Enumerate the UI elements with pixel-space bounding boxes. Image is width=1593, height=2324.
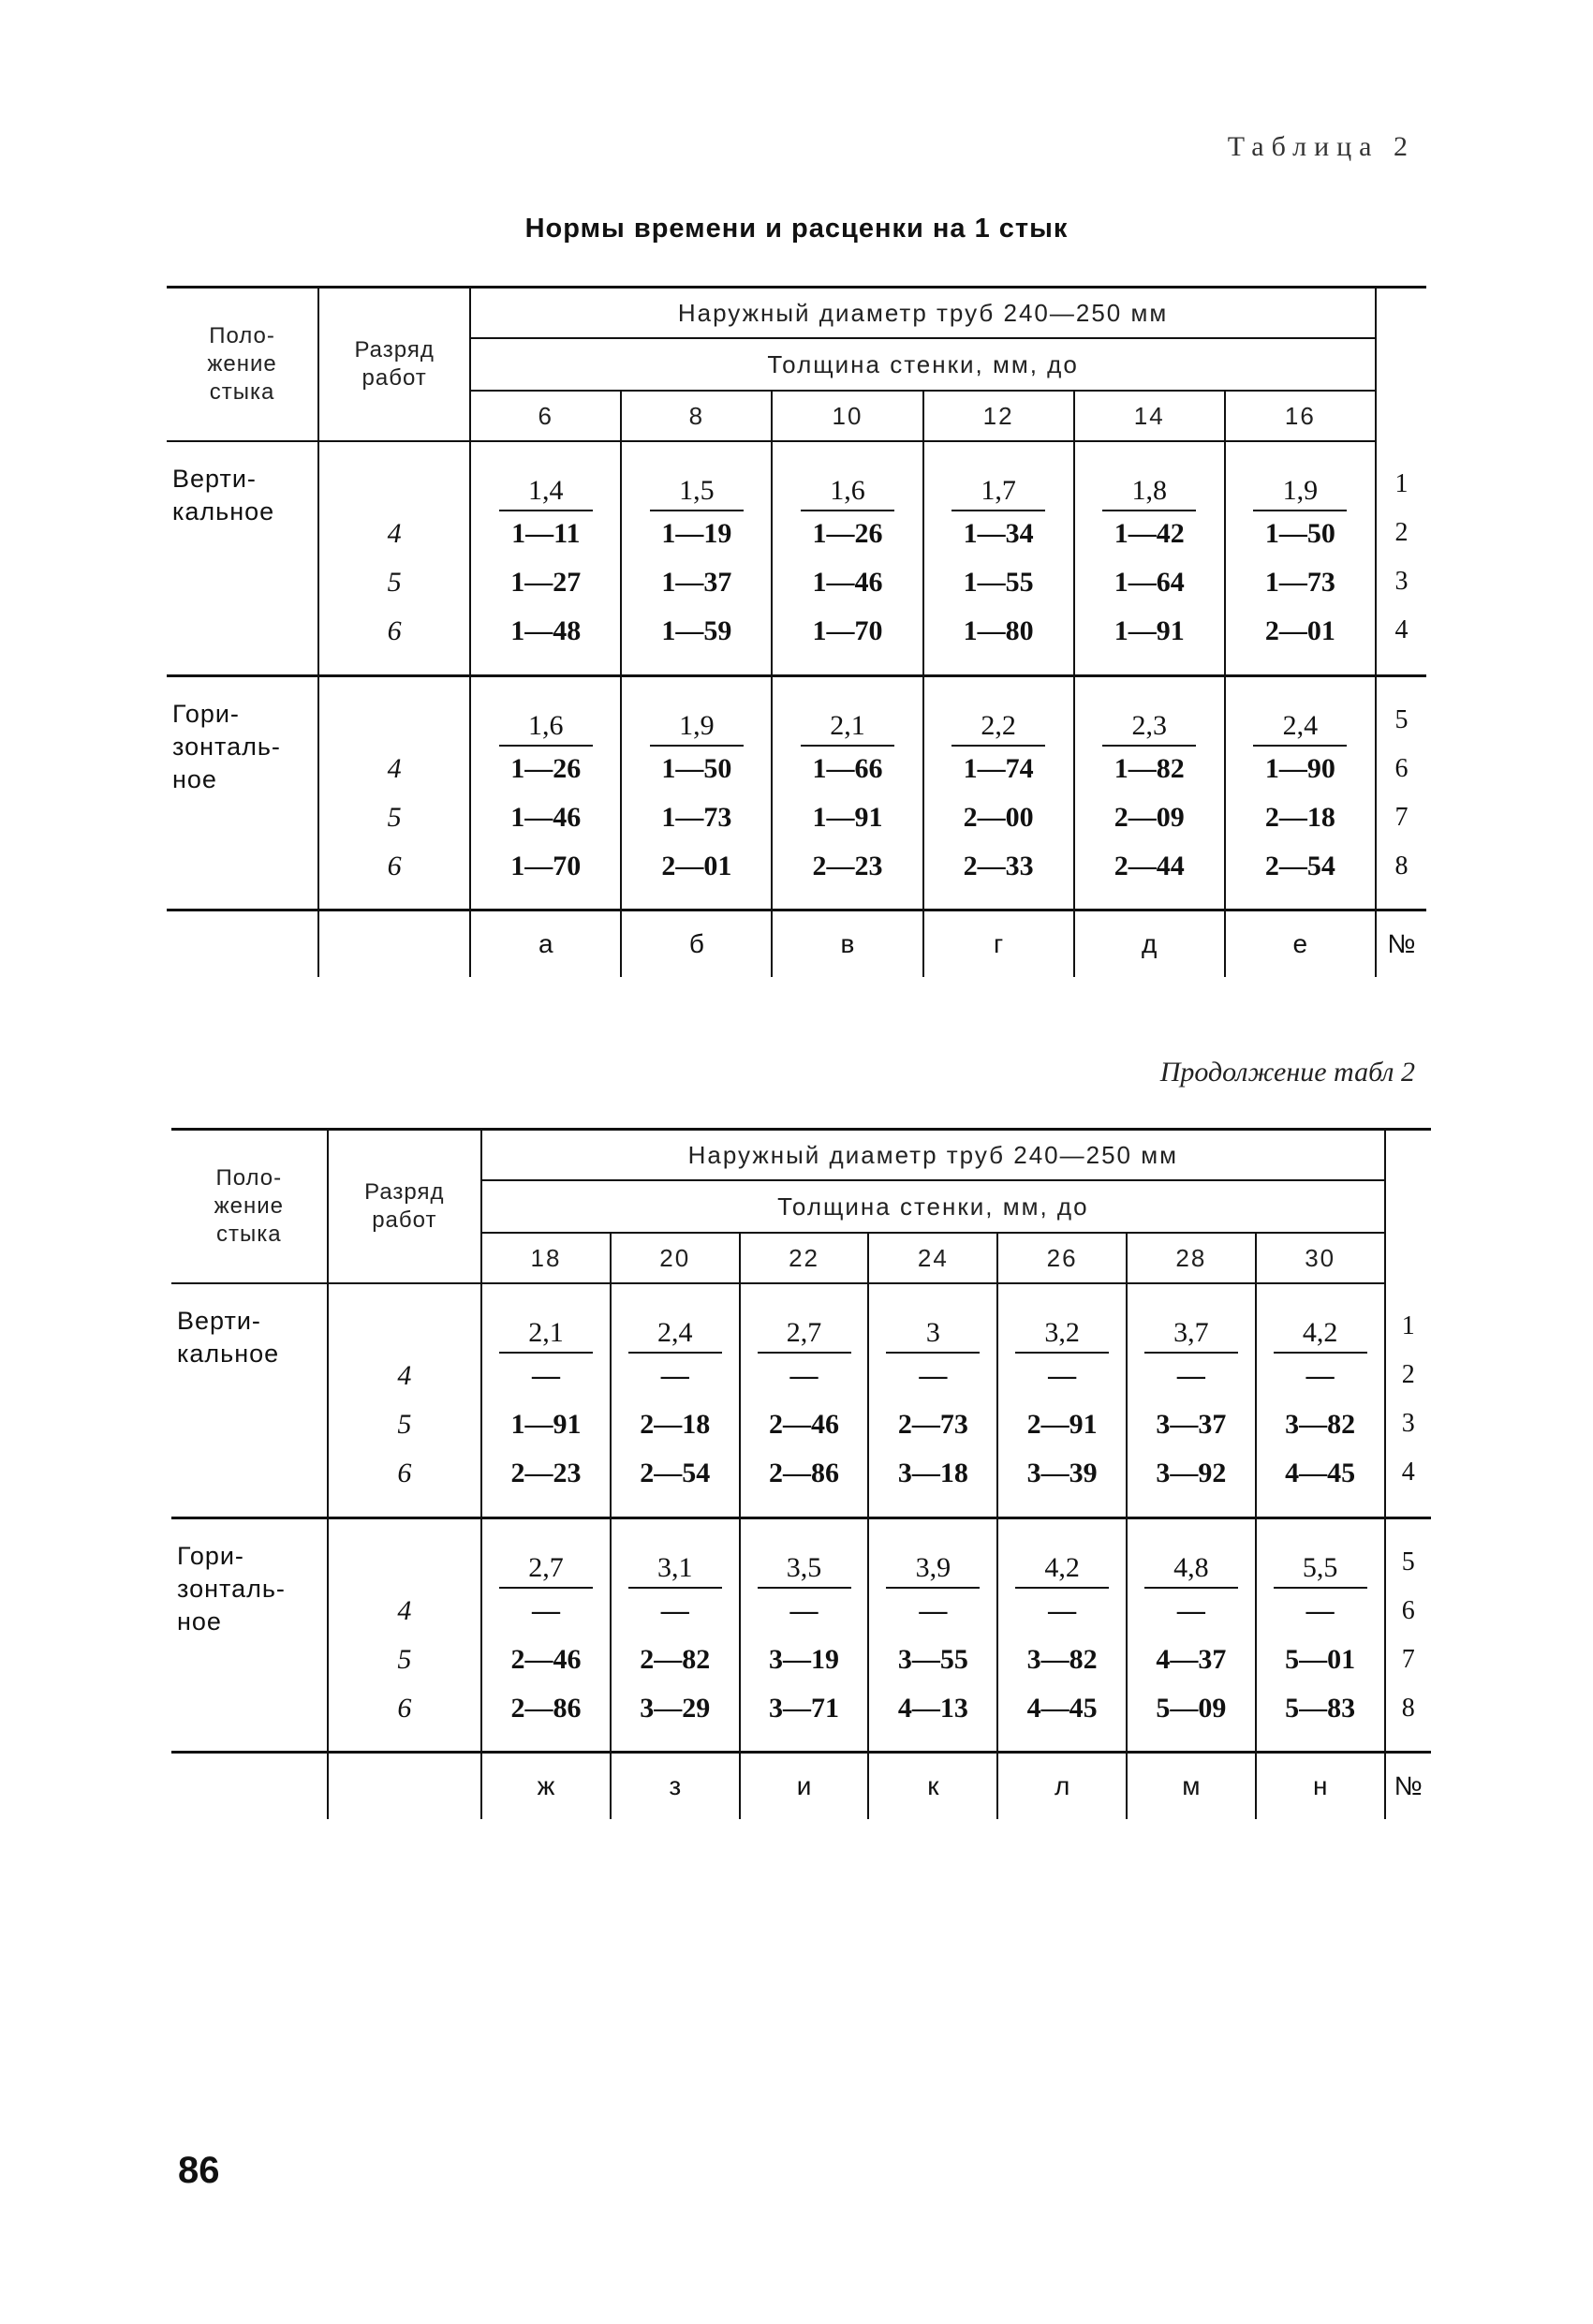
rate-value: 1—19: [661, 518, 732, 549]
grade-cell: [318, 675, 470, 910]
position-label: Гори- зонталь- ное: [177, 1541, 286, 1636]
thickness-26: 26: [997, 1233, 1127, 1283]
grade-value: 5: [397, 1409, 412, 1440]
grade-value: 5: [397, 1643, 412, 1675]
table-row: [167, 441, 1426, 675]
norm-wrapper: [1128, 1538, 1255, 1587]
rate-value: —: [1176, 1360, 1205, 1391]
data-cell: [470, 441, 621, 675]
position-label: Гори- зонталь- ное: [172, 699, 281, 793]
norm-wrapper: [482, 1303, 610, 1352]
column-letter: д: [1074, 910, 1225, 977]
rate-value: 2—86: [769, 1458, 840, 1488]
column-letter: ж: [481, 1752, 611, 1819]
value-stack: [1128, 1538, 1255, 1733]
row-index-cell: [1376, 441, 1426, 675]
column-letter: и: [740, 1752, 869, 1819]
norms-table-1: [167, 286, 1426, 977]
data-cell: [1074, 675, 1225, 910]
norm-wrapper: [924, 461, 1073, 510]
thickness-8: 8: [621, 391, 772, 441]
data-cell: [772, 441, 922, 675]
value-stack: [1128, 1303, 1255, 1498]
rate-value: —: [660, 1360, 689, 1391]
rate-value: 1—27: [510, 567, 582, 598]
value-stack: [869, 1303, 996, 1498]
value-stack: [773, 461, 922, 656]
thickness-28: 28: [1127, 1233, 1256, 1283]
thickness-20: 20: [611, 1233, 740, 1283]
page-number: 86: [178, 2150, 220, 2191]
time-norm: 1,5: [650, 472, 744, 511]
time-norm: 3: [886, 1314, 980, 1354]
data-cell: [1127, 1517, 1256, 1752]
time-norm: 2,1: [801, 707, 894, 747]
norm-wrapper: [471, 696, 620, 745]
thickness-12: 12: [923, 391, 1074, 441]
rate-value: —: [919, 1360, 948, 1391]
grade-blank: [329, 1303, 481, 1352]
grade-value: 6: [387, 615, 402, 646]
value-stack: [1226, 696, 1375, 891]
grade-value: 5: [387, 801, 402, 833]
page-title: Нормы времени и расценки на 1 стык: [524, 214, 1069, 244]
grade-value: 4: [387, 518, 402, 549]
value-stack: [471, 461, 620, 656]
rate-value: 3—39: [1026, 1458, 1098, 1488]
rate-value: —: [1176, 1594, 1205, 1626]
column-letter: з: [611, 1752, 740, 1819]
value-stack: [998, 1303, 1126, 1498]
norm-wrapper: [998, 1303, 1126, 1352]
header-diameter: Наружный диаметр труб 240—250 мм: [481, 1130, 1384, 1181]
grade-value: 6: [387, 850, 402, 881]
time-norm: 1,6: [801, 472, 894, 511]
time-norm: 2,2: [951, 707, 1045, 747]
rate-value: 1—91: [510, 1409, 582, 1440]
thickness-16: 16: [1225, 391, 1376, 441]
rate-value: 2—23: [510, 1458, 582, 1488]
rate-value: 3—55: [897, 1643, 968, 1675]
norm-wrapper: [612, 1538, 739, 1587]
data-cell: [868, 1283, 997, 1517]
thickness-6: 6: [470, 391, 621, 441]
rate-value: 3—82: [1026, 1643, 1098, 1675]
row-index: 5: [1401, 1547, 1415, 1576]
rate-value: 1—90: [1264, 752, 1335, 784]
grade-cell: [318, 441, 470, 675]
rate-value: 3—82: [1285, 1409, 1356, 1440]
table-row: [171, 1283, 1431, 1517]
value-stack: [741, 1303, 868, 1498]
footer-blank: [171, 1752, 328, 1819]
rate-value: 1—59: [661, 615, 732, 646]
row-index: 6: [1394, 753, 1409, 783]
row-index: 8: [1401, 1693, 1415, 1723]
index-stack: [1377, 460, 1426, 655]
thickness-14: 14: [1074, 391, 1225, 441]
rate-value: —: [1305, 1594, 1335, 1626]
time-norm: 2,4: [628, 1314, 722, 1354]
footer-blank: [328, 1752, 482, 1819]
row-index: 2: [1401, 1360, 1415, 1389]
time-norm: 3,1: [628, 1549, 722, 1589]
value-stack: [622, 461, 771, 656]
rate-value: 1—11: [511, 518, 581, 549]
data-cell: [1074, 441, 1225, 675]
rate-value: 1—91: [1114, 615, 1185, 646]
norm-wrapper: [471, 461, 620, 510]
data-cell: [611, 1517, 740, 1752]
grade-blank: [319, 696, 469, 745]
table-label: Таблица 2: [1227, 131, 1415, 162]
grade-value: 6: [397, 1458, 412, 1488]
norm-wrapper: [1226, 696, 1375, 745]
header-position: Поло- жение стыка: [171, 1130, 328, 1284]
index-stack: [1386, 1302, 1431, 1497]
rate-value: 1—64: [1114, 567, 1185, 598]
grade-blank: [329, 1538, 481, 1587]
data-cell: [481, 1283, 611, 1517]
rate-value: 4—45: [1285, 1458, 1356, 1488]
rate-value: 1—34: [963, 518, 1034, 549]
rate-value: 2—73: [897, 1409, 968, 1440]
value-stack: [924, 696, 1073, 891]
index-stack: [1386, 1538, 1431, 1733]
table-row: [171, 1517, 1431, 1752]
row-index: 1: [1401, 1311, 1415, 1340]
data-cell: [997, 1283, 1127, 1517]
value-stack: [482, 1303, 610, 1498]
index-stack: [1377, 696, 1426, 891]
column-letter: б: [621, 910, 772, 977]
rate-value: 3—18: [897, 1458, 968, 1488]
norm-wrapper: [1257, 1303, 1384, 1352]
data-cell: [1225, 441, 1376, 675]
footer-row: [167, 910, 1426, 977]
norm-wrapper: [998, 1538, 1126, 1587]
rate-value: 1—50: [1264, 518, 1335, 549]
norm-wrapper: [1226, 461, 1375, 510]
value-stack: [998, 1538, 1126, 1733]
norms-table-2: [171, 1128, 1431, 1819]
rate-value: —: [1305, 1360, 1335, 1391]
row-index: 3: [1401, 1409, 1415, 1438]
rate-value: 5—09: [1156, 1692, 1227, 1724]
rate-value: 1—74: [963, 752, 1034, 784]
rate-value: 2—54: [1264, 850, 1335, 881]
continuation-label: Продолжение табл 2: [1159, 1057, 1415, 1088]
data-cell: [740, 1517, 869, 1752]
data-cell: [1225, 675, 1376, 910]
time-norm: 3,2: [1015, 1314, 1109, 1354]
rate-value: 1—82: [1114, 752, 1185, 784]
row-index: 7: [1401, 1644, 1415, 1674]
rate-value: 1—46: [510, 801, 582, 833]
value-stack: [1075, 696, 1224, 891]
rate-value: 2—09: [1114, 801, 1185, 833]
time-norm: 4,2: [1015, 1549, 1109, 1589]
data-cell: [481, 1517, 611, 1752]
rate-value: 1—26: [812, 518, 883, 549]
time-norm: 1,9: [650, 707, 744, 747]
thickness-10: 10: [772, 391, 922, 441]
column-letter: г: [923, 910, 1074, 977]
rate-value: 1—70: [812, 615, 883, 646]
time-norm: 4,2: [1274, 1314, 1367, 1354]
rate-value: 1—42: [1114, 518, 1185, 549]
rate-value: 1—91: [812, 801, 883, 833]
column-letter: в: [772, 910, 922, 977]
rate-value: 2—86: [510, 1692, 582, 1724]
value-stack: [471, 696, 620, 891]
time-norm: 3,5: [758, 1549, 851, 1589]
norm-wrapper: [1128, 1303, 1255, 1352]
data-cell: [772, 675, 922, 910]
rate-value: 4—37: [1156, 1643, 1227, 1675]
time-norm: 2,1: [499, 1314, 593, 1354]
norm-wrapper: [773, 461, 922, 510]
data-cell: [740, 1283, 869, 1517]
rate-value: 2—18: [640, 1409, 711, 1440]
grade-stack: [329, 1538, 481, 1733]
norm-wrapper: [924, 696, 1073, 745]
grade-value: 6: [397, 1692, 412, 1724]
rate-value: —: [531, 1360, 560, 1391]
rate-value: 1—48: [510, 615, 582, 646]
data-cell: [997, 1517, 1127, 1752]
column-letter: е: [1225, 910, 1376, 977]
data-cell: [1256, 1283, 1385, 1517]
rate-value: 2—46: [769, 1409, 840, 1440]
column-letter: к: [868, 1752, 997, 1819]
rate-value: 1—66: [812, 752, 883, 784]
row-index: 4: [1394, 615, 1409, 644]
norm-wrapper: [869, 1303, 996, 1352]
rate-value: 2—00: [963, 801, 1034, 833]
norm-wrapper: [1075, 696, 1224, 745]
data-cell: [470, 675, 621, 910]
rate-value: 4—45: [1026, 1692, 1098, 1724]
row-index-cell: [1385, 1517, 1431, 1752]
position-label: Верти- кальное: [172, 465, 275, 526]
rate-value: 5—01: [1285, 1643, 1356, 1675]
norm-wrapper: [622, 461, 771, 510]
row-index-cell: [1385, 1283, 1431, 1517]
value-stack: [1226, 461, 1375, 656]
norm-wrapper: [869, 1538, 996, 1587]
norm-wrapper: [741, 1538, 868, 1587]
rate-value: 2—18: [1264, 801, 1335, 833]
data-cell: [1256, 1517, 1385, 1752]
norm-wrapper: [612, 1303, 739, 1352]
header-grade: Разряд работ: [328, 1130, 482, 1284]
value-stack: [1075, 461, 1224, 656]
rate-value: 1—50: [661, 752, 732, 784]
rate-value: 2—82: [640, 1643, 711, 1675]
value-stack: [741, 1538, 868, 1733]
data-cell: [621, 441, 772, 675]
time-norm: 5,5: [1274, 1549, 1367, 1589]
header-index-blank: [1376, 288, 1426, 442]
rate-value: 5—83: [1285, 1692, 1356, 1724]
footer-blank: [318, 910, 470, 977]
position-label: Верти- кальное: [177, 1307, 280, 1369]
time-norm: 3,9: [886, 1549, 980, 1589]
value-stack: [924, 461, 1073, 656]
rate-value: 4—13: [897, 1692, 968, 1724]
footer-number-sign: №: [1376, 910, 1426, 977]
norm-wrapper: [773, 696, 922, 745]
time-norm: 4,8: [1144, 1549, 1238, 1589]
value-stack: [773, 696, 922, 891]
rate-value: 3—37: [1156, 1409, 1227, 1440]
time-norm: 2,7: [758, 1314, 851, 1354]
data-cell: [923, 441, 1074, 675]
grade-stack: [319, 696, 469, 891]
time-norm: 2,4: [1253, 707, 1347, 747]
rate-value: 2—23: [812, 850, 883, 881]
rate-value: 1—55: [963, 567, 1034, 598]
grade-blank: [319, 461, 469, 510]
column-letter: л: [997, 1752, 1127, 1819]
header-position: Поло- жение стыка: [167, 288, 318, 442]
header-thickness: Толщина стенки, мм, до: [470, 338, 1376, 391]
rate-value: —: [919, 1594, 948, 1626]
header-grade: Разряд работ: [318, 288, 470, 442]
rate-value: —: [1048, 1360, 1077, 1391]
row-index: 3: [1394, 567, 1409, 596]
rate-value: 2—01: [1264, 615, 1335, 646]
grade-stack: [319, 461, 469, 656]
rate-value: —: [660, 1594, 689, 1626]
table-row: [167, 675, 1426, 910]
rate-value: 3—29: [640, 1692, 711, 1724]
rate-value: 2—54: [640, 1458, 711, 1488]
value-stack: [612, 1538, 739, 1733]
norm-wrapper: [1257, 1538, 1384, 1587]
rate-value: —: [531, 1594, 560, 1626]
row-index: 1: [1394, 469, 1409, 498]
time-norm: 2,7: [499, 1549, 593, 1589]
row-index: 2: [1394, 518, 1409, 547]
rate-value: 1—80: [963, 615, 1034, 646]
rate-value: 1—37: [661, 567, 732, 598]
rate-value: 1—73: [661, 801, 732, 833]
thickness-24: 24: [868, 1233, 997, 1283]
rate-value: 1—73: [1264, 567, 1335, 598]
data-cell: [868, 1517, 997, 1752]
time-norm: 1,8: [1102, 472, 1196, 511]
norm-wrapper: [482, 1538, 610, 1587]
grade-stack: [329, 1303, 481, 1498]
grade-value: 4: [397, 1360, 412, 1391]
row-index: 4: [1401, 1458, 1415, 1487]
header-index-blank: [1385, 1130, 1431, 1284]
time-norm: 3,7: [1144, 1314, 1238, 1354]
rate-value: 3—19: [769, 1643, 840, 1675]
thickness-22: 22: [740, 1233, 869, 1283]
time-norm: 2,3: [1102, 707, 1196, 747]
row-index: 5: [1394, 704, 1409, 734]
data-cell: [923, 675, 1074, 910]
header-diameter: Наружный диаметр труб 240—250 мм: [470, 288, 1376, 339]
grade-value: 5: [387, 567, 402, 598]
row-index: 8: [1394, 851, 1409, 881]
row-index: 6: [1401, 1595, 1415, 1625]
rate-value: 2—46: [510, 1643, 582, 1675]
time-norm: 1,4: [499, 472, 593, 511]
header-thickness: Толщина стенки, мм, до: [481, 1180, 1384, 1233]
header-row: [171, 1130, 1431, 1181]
norm-wrapper: [622, 696, 771, 745]
rate-value: 2—91: [1026, 1409, 1098, 1440]
footer-row: [171, 1752, 1431, 1819]
grade-value: 4: [387, 752, 402, 784]
value-stack: [622, 696, 771, 891]
data-cell: [611, 1283, 740, 1517]
rate-value: 3—92: [1156, 1458, 1227, 1488]
time-norm: 1,9: [1253, 472, 1347, 511]
rate-value: 1—46: [812, 567, 883, 598]
value-stack: [1257, 1303, 1384, 1498]
data-cell: [621, 675, 772, 910]
grade-cell: [328, 1283, 482, 1517]
row-index-cell: [1376, 675, 1426, 910]
column-letter: н: [1256, 1752, 1385, 1819]
rate-value: 2—33: [963, 850, 1034, 881]
rate-value: 2—44: [1114, 850, 1185, 881]
rate-value: 1—26: [510, 752, 582, 784]
footer-number-sign: №: [1385, 1752, 1431, 1819]
rate-value: —: [1048, 1594, 1077, 1626]
header-row: [167, 288, 1426, 339]
column-letter: а: [470, 910, 621, 977]
rate-value: 2—01: [661, 850, 732, 881]
norm-wrapper: [741, 1303, 868, 1352]
thickness-30: 30: [1256, 1233, 1385, 1283]
value-stack: [1257, 1538, 1384, 1733]
value-stack: [482, 1538, 610, 1733]
footer-blank: [167, 910, 318, 977]
norm-wrapper: [1075, 461, 1224, 510]
rate-value: —: [789, 1594, 819, 1626]
rate-value: —: [789, 1360, 819, 1391]
value-stack: [869, 1538, 996, 1733]
thickness-18: 18: [481, 1233, 611, 1283]
data-cell: [1127, 1283, 1256, 1517]
value-stack: [612, 1303, 739, 1498]
row-index: 7: [1394, 802, 1409, 832]
time-norm: 1,6: [499, 707, 593, 747]
time-norm: 1,7: [951, 472, 1045, 511]
rate-value: 3—71: [769, 1692, 840, 1724]
grade-cell: [328, 1517, 482, 1752]
column-letter: м: [1127, 1752, 1256, 1819]
grade-value: 4: [397, 1594, 412, 1626]
rate-value: 1—70: [510, 850, 582, 881]
